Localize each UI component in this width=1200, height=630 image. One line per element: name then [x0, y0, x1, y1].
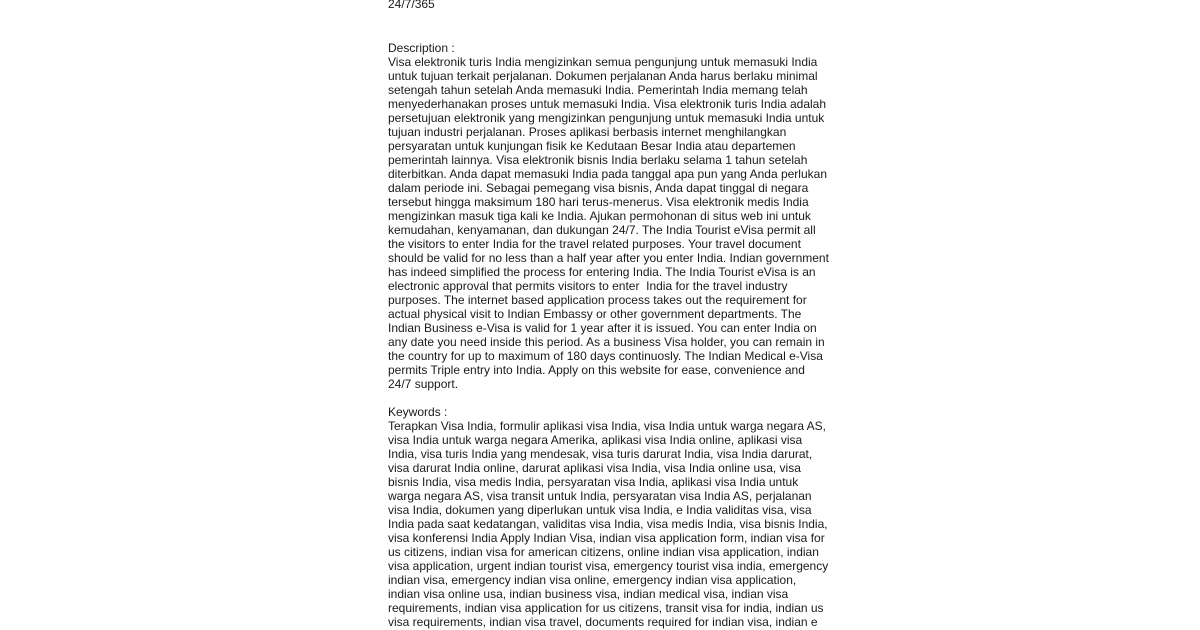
- description-line: pemerintah lainnya. Visa elektronik bisnis India berlaku selama 1 tahun setelah: [388, 153, 808, 167]
- keywords-line: indian visa online usa, indian business visa, indian medical visa, indian visa: [388, 587, 789, 601]
- description-line: the country for up to maximum of 180 days continuosly. The Indian Medical e-Visa: [388, 349, 823, 363]
- description-line: kemudahan, kenyamanan, dan dukungan 24/7. The India Tourist eVisa permit all: [388, 223, 816, 237]
- description-section: [388, 41, 840, 391]
- description-line: should be valid for no less than a half year after you enter India. Indian government: [388, 251, 829, 265]
- description-label: Description :: [388, 41, 455, 55]
- keywords-section: [388, 405, 840, 629]
- keywords-line: us citizens, indian visa for american citizens, online indian visa application, indian: [388, 545, 819, 559]
- document-body: [388, 0, 840, 629]
- description-line: actual physical visit to Indian Embassy or other government departments. The: [388, 307, 802, 321]
- description-line: Indian Business e-Visa is valid for 1 year after it is issued. You can enter India on: [388, 321, 817, 335]
- keywords-line: visa application, urgent indian tourist visa, emergency tourist visa india, emergency: [388, 559, 829, 573]
- keywords-line: India, visa turis India yang mendesak, visa turis darurat India, visa India darurat,: [388, 447, 813, 461]
- keywords-line: warga negara AS, visa transit untuk India, persyaratan visa India AS, perjalanan: [388, 489, 812, 503]
- description-line: tersebut hingga maksimum 180 hari terus-menerus. Visa elektronik medis India: [388, 195, 809, 209]
- keywords-line: requirements, indian visa application for us citizens, transit visa for india, indian us: [388, 601, 824, 615]
- description-line: electronic approval that permits visitors to enter India for the travel industry: [388, 279, 788, 293]
- keywords-text: [388, 419, 840, 629]
- description-line: Visa elektronik turis India mengizinkan semua pengunjung untuk memasuki India: [388, 55, 818, 69]
- keywords-label: Keywords :: [388, 405, 448, 419]
- description-line: setengah tahun setelah Anda memasuki India. Pemerintah India memang telah: [388, 83, 808, 97]
- description-line: permits Triple entry into India. Apply on this website for ease, convenience and: [388, 363, 805, 377]
- keywords-line: bisnis India, visa medis India, persyaratan visa India, aplikasi visa India untuk: [388, 475, 799, 489]
- section-spacer: [388, 391, 840, 405]
- keywords-line: visa darurat India online, darurat aplikasi visa India, visa India online usa, visa: [388, 461, 801, 475]
- keywords-line: Terapkan Visa India, formulir aplikasi visa India, visa India untuk warga negara AS,: [388, 419, 827, 433]
- availability-text: 24/7/365: [388, 0, 435, 11]
- description-line: diterbitkan. Anda dapat memasuki India pada tanggal apa pun yang Anda perlukan: [388, 167, 827, 181]
- description-line: purposes. The internet based application process takes out the requirement for: [388, 293, 807, 307]
- description-line: has indeed simplified the process for entering India. The India Tourist eVisa is an: [388, 265, 816, 279]
- keywords-line: indian visa, emergency indian visa online, emergency indian visa application,: [388, 573, 797, 587]
- description-line: dalam periode ini. Sebagai pemegang visa bisnis, Anda dapat tinggal di negara: [388, 181, 809, 195]
- description-line: mengizinkan masuk tiga kali ke India. Ajukan permohonan di situs web ini untuk: [388, 209, 811, 223]
- keywords-line: visa India, dokumen yang diperlukan untuk visa India, e India validitas visa, visa: [388, 503, 812, 517]
- description-line: untuk tujuan terkait perjalanan. Dokumen perjalanan Anda harus berlaku minimal: [388, 69, 818, 83]
- description-line: tujuan industri perjalanan. Proses aplikasi berbasis internet menghilangkan: [388, 125, 787, 139]
- keywords-line: India pada saat kedatangan, validitas visa India, visa medis India, visa bisnis India,: [388, 517, 828, 531]
- keywords-line: visa konferensi India Apply Indian Visa, indian visa application form, indian visa for: [388, 531, 825, 545]
- description-line: menyederhanakan proses untuk memasuki India. Visa elektronik turis India adalah: [388, 97, 827, 111]
- description-line: the visitors to enter India for the travel related purposes. Your travel document: [388, 237, 801, 251]
- description-line: persetujuan elektronik yang mengizinkan pengunjung untuk memasuki India untuk: [388, 111, 825, 125]
- description-line: 24/7 support.: [388, 377, 459, 391]
- keywords-line: visa India untuk warga negara Amerika, aplikasi visa India online, aplikasi visa: [388, 433, 803, 447]
- description-line: persyaratan untuk kunjungan fisik ke Kedutaan Besar India atau departemen: [388, 139, 796, 153]
- description-line: any date you need inside this period. As a business Visa holder, you can remain in: [388, 335, 825, 349]
- keywords-line: visa requirements, indian visa travel, documents required for indian visa, indian e: [388, 615, 818, 629]
- description-text: [388, 55, 840, 391]
